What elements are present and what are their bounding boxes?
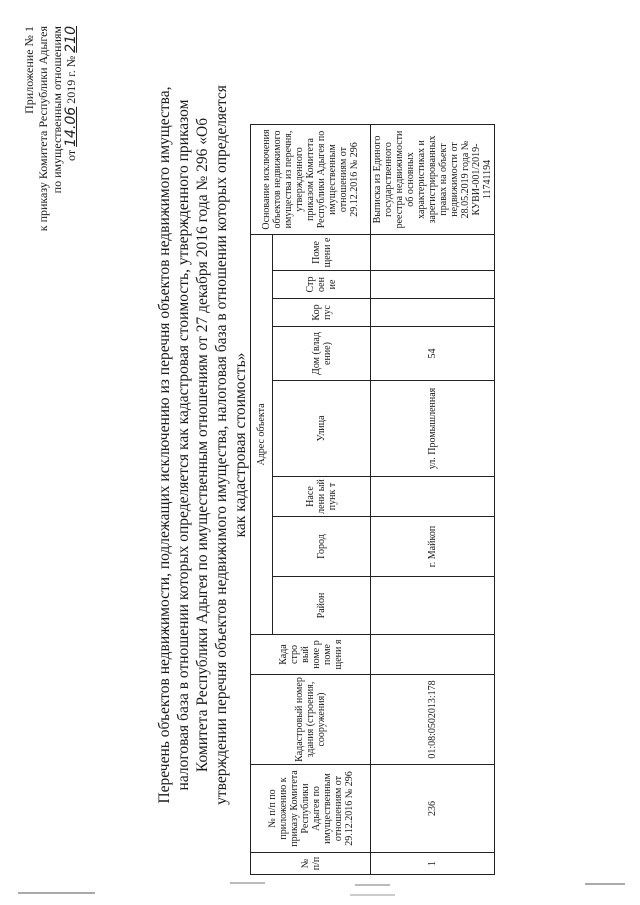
appendix-line2: к приказу Комитета Республики Адыгея bbox=[36, 26, 50, 232]
header-city: Город bbox=[273, 517, 371, 577]
title-line1: Перечень объектов недвижимости, подлежащих исключению из перечня объектов недвижимого имущества, bbox=[156, 86, 173, 804]
cell-city: г. Майкоп bbox=[371, 517, 495, 577]
date-prefix: от bbox=[64, 149, 78, 161]
header-korpus: Кор пус bbox=[273, 299, 371, 327]
cell-cadastral-room bbox=[371, 635, 495, 675]
title-line5: как кадастровая стоимость» bbox=[232, 352, 249, 538]
header-district: Район bbox=[273, 577, 371, 635]
header-building: Стр оен ие bbox=[273, 271, 371, 299]
header-street: Улица bbox=[273, 381, 371, 477]
header-prev-num: № п/п по приложению к приказу Комитета Республики Адыгея по имущественным отношениям от 29.12.2016 № 296 bbox=[251, 765, 371, 853]
cell-num: 1 bbox=[371, 853, 495, 875]
title-line4: утверждении перечня объектов недвижимого имущества, налоговая база в отношении которых определяется bbox=[213, 85, 230, 805]
cell-cadastral-building: 01:08:0502013:178 bbox=[371, 675, 495, 765]
handwritten-number: 210 bbox=[63, 26, 79, 53]
date-year: 2019 г. № bbox=[64, 55, 78, 104]
cell-house: 54 bbox=[371, 327, 495, 381]
table-row bbox=[371, 125, 495, 875]
header-house: Дом (влад ение) bbox=[273, 327, 371, 381]
header-address: Адрес объекта bbox=[251, 235, 273, 635]
header-cadastral-building: Кадастровый номер здания (строения, сооружения) bbox=[251, 675, 371, 765]
cell-settlement bbox=[371, 477, 495, 517]
cell-district bbox=[371, 577, 495, 635]
appendix-line1: Приложение № 1 bbox=[22, 26, 36, 114]
cell-prev-num: 236 bbox=[371, 765, 495, 853]
cell-room bbox=[371, 235, 495, 271]
appendix-line3: по имущественным отношениям bbox=[50, 26, 64, 194]
title-line3: Комитета Республики Адыгея по имущественным отношениям от 27 декабря 2016 года № 296 «Об bbox=[194, 117, 211, 773]
document-title bbox=[155, 55, 250, 835]
header-basis: Основание исключения объектов недвижимого имущества из перечня, утвержденного приказом Комитета Республики Адыгея по имущественным отношениям от 29.12.2016 № 296 bbox=[251, 125, 371, 235]
handwritten-date: 14.06 bbox=[63, 106, 79, 147]
appendix-block bbox=[22, 26, 78, 446]
header-cadastral-room: Када стро вый номе р поме щени я bbox=[251, 635, 371, 675]
cell-building bbox=[371, 271, 495, 299]
header-row-top bbox=[251, 125, 273, 875]
appendix-date-line bbox=[64, 26, 78, 446]
header-settlement: Насе лени ый пунк т bbox=[273, 477, 371, 517]
header-room: Поме щени е bbox=[273, 235, 371, 271]
header-num: № п/п bbox=[251, 853, 371, 875]
cell-korpus bbox=[371, 299, 495, 327]
cell-street: ул. Промышленная bbox=[371, 381, 495, 477]
objects-table bbox=[250, 124, 495, 875]
title-line2: налоговая база в отношении которых определяется как кадастровая стоимость, утвержденного приказом bbox=[175, 99, 192, 791]
cell-basis: Выписка из Единого государственного реестра недвижимости об основных характеристиках и зарегистрированных правах на объект недвижимости от 28.05.2019 года № КУВИ-001/2019-11741194 bbox=[371, 125, 495, 235]
